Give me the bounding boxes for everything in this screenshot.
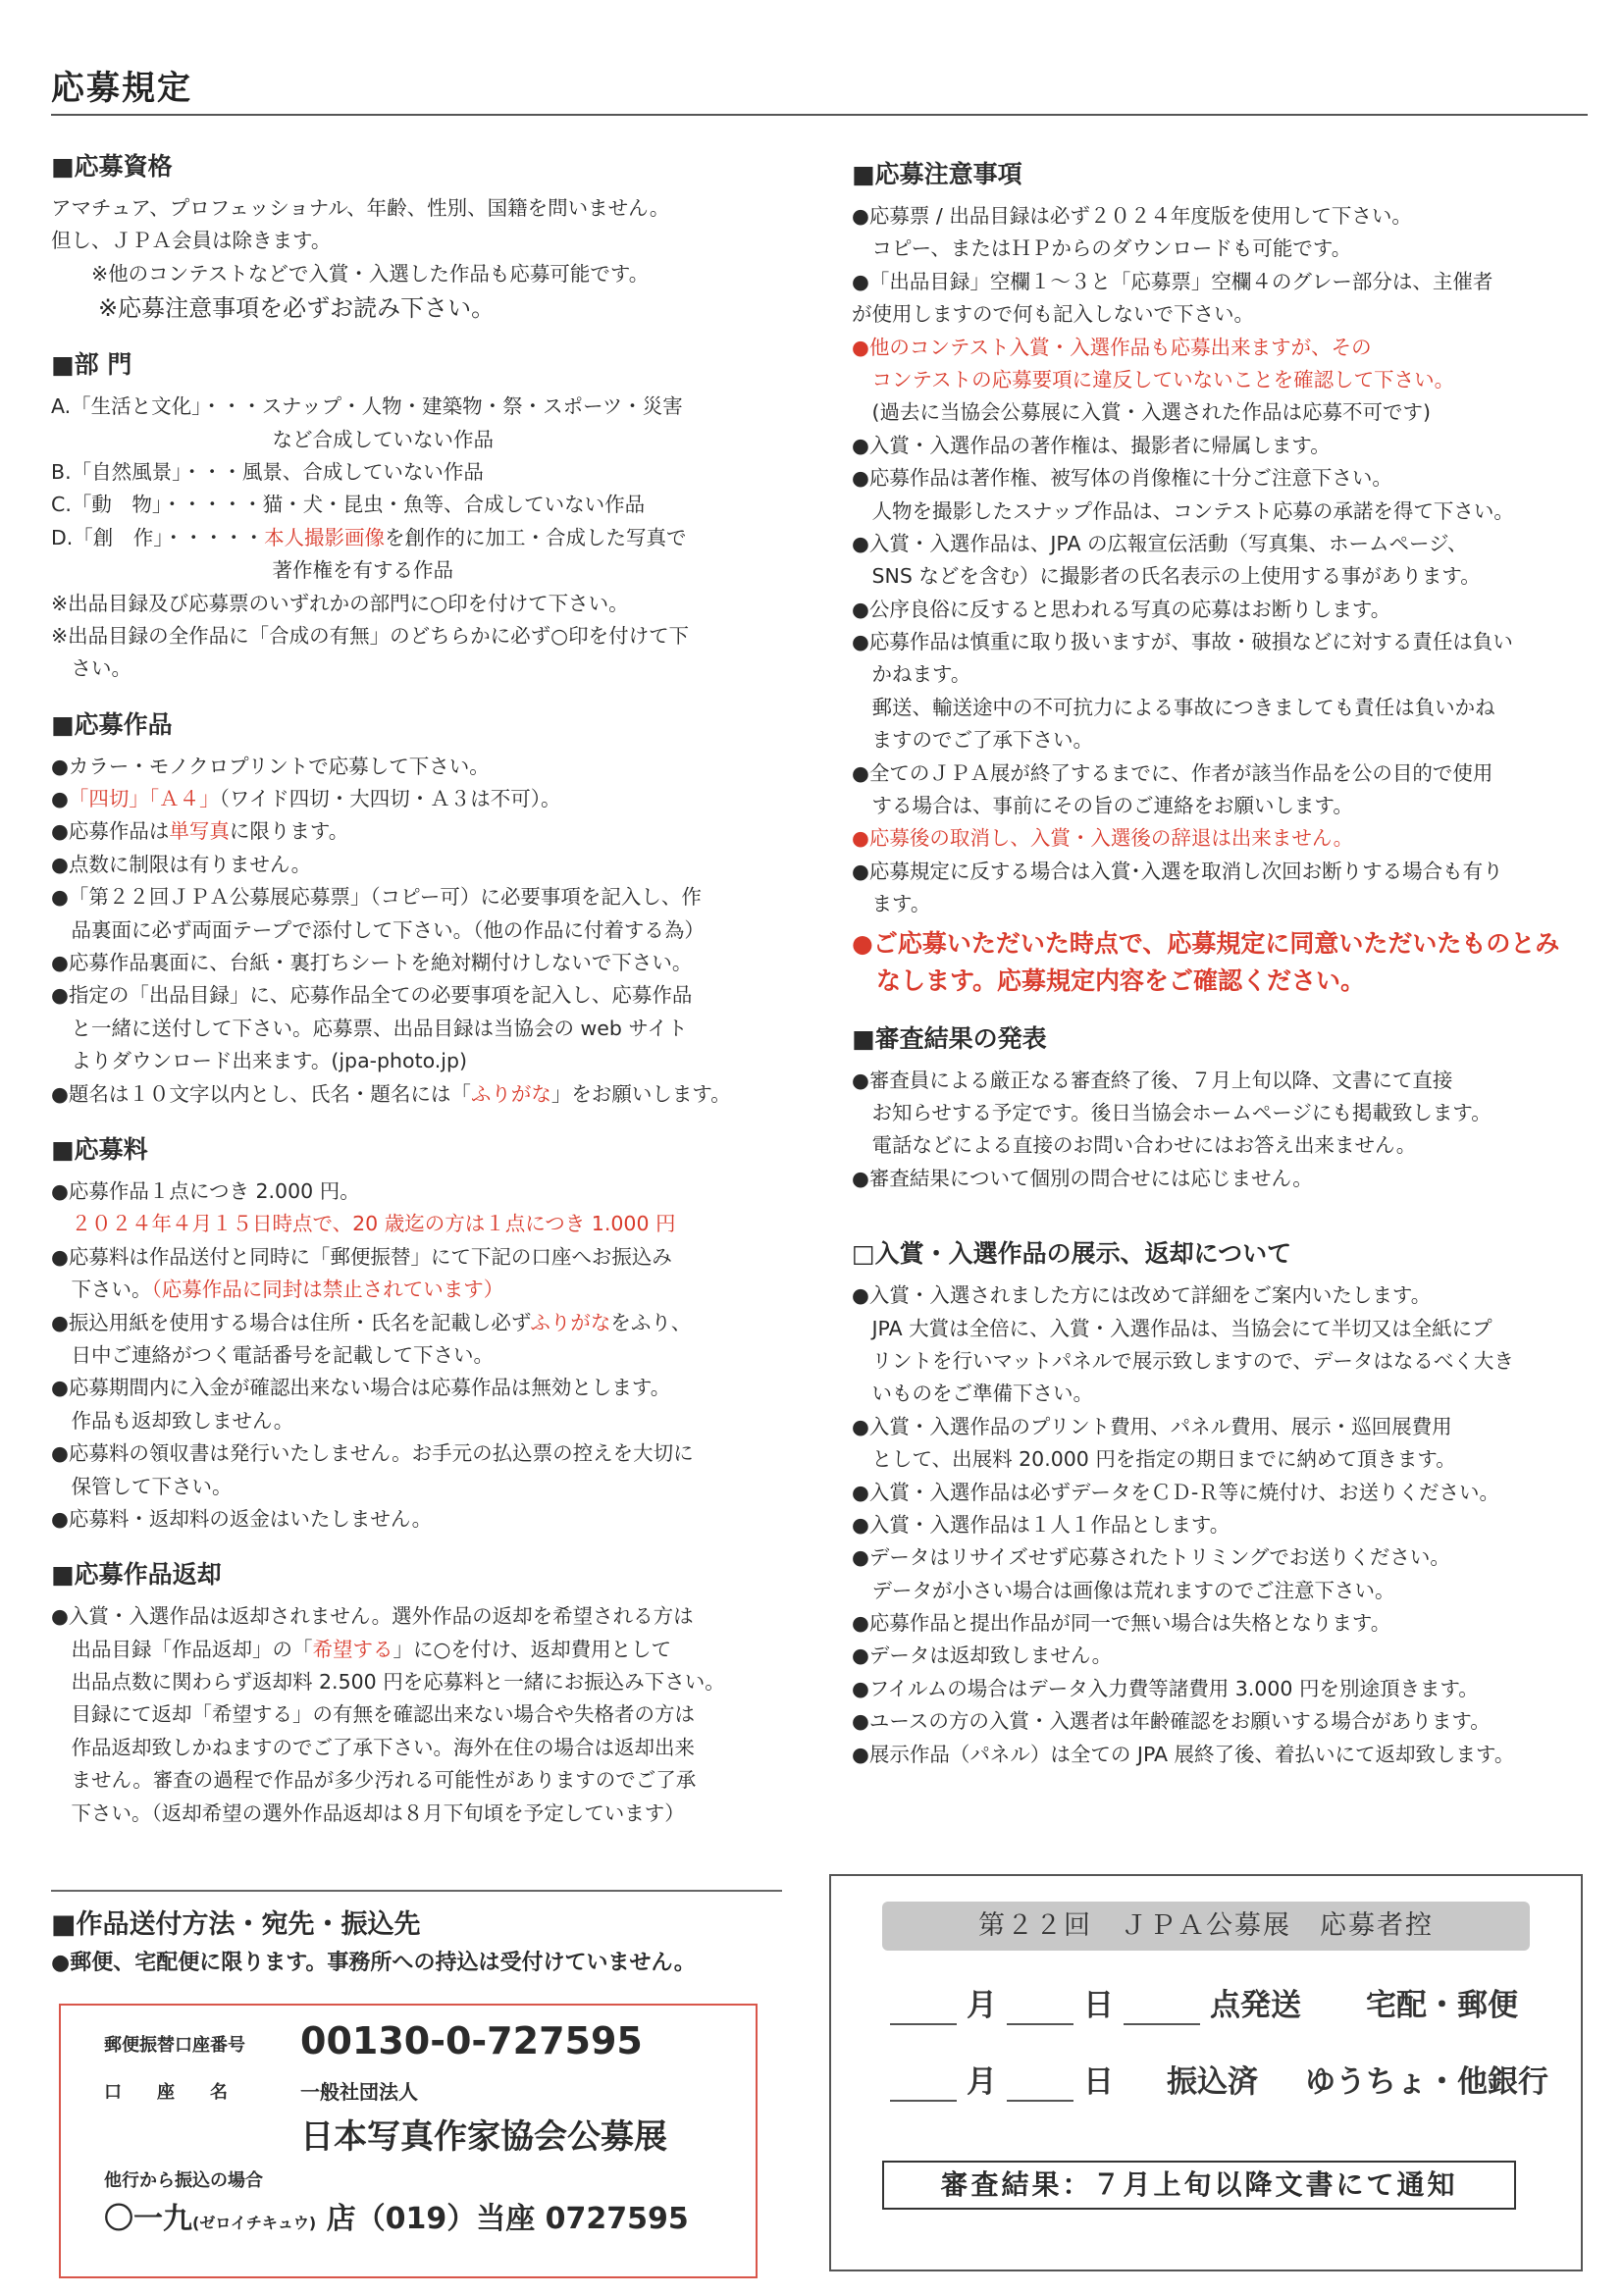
category-line: 著作権を有する作品 (51, 558, 453, 583)
category-line: B.「自然風景」・・・風景、合成していない作品 (51, 459, 484, 484)
notes-line: が使用しますので何も記入しないで下さい。 (852, 302, 1254, 327)
works-line: よりダウンロード出来ます。(jpa-photo.jp) (51, 1049, 468, 1073)
payment-info-box (59, 2004, 758, 2278)
notes-line: ●全てのＪＰＡ展が終了するまでに、作者が該当作品を公の目的で使用 (852, 760, 1493, 785)
works-line: ●カラー・モノクロプリントで応募して下さい。 (51, 754, 490, 778)
category-line-d (51, 522, 782, 554)
account-number-label: 郵便振替口座番号 (104, 2035, 245, 2056)
notes-cancel-line: ●応募後の取消し、入賞・入選後の辞退は出来ません。 (852, 826, 1354, 851)
works-heading: ■応募作品 (51, 709, 173, 739)
result-notice: 審査結果：７月上旬以降文書にて通知 (882, 2161, 1516, 2210)
month-blank[interactable] (890, 1996, 957, 2025)
return-line-hope (51, 1634, 782, 1666)
sending-note: ●郵便、宅配便に限ります。事務所への持込は受付けていません。 (51, 1951, 696, 1975)
exhibit-line: ●ユースの方の入賞・入選者は年齢確認をお願いする場合があります。 (852, 1709, 1491, 1734)
day-blank[interactable] (1007, 2072, 1073, 2102)
notes-line: ますのでご了承下さい。 (852, 728, 1093, 753)
notes-agree-line: ●ご応募いただいた時点で、応募規定に同意いただいたものとみ (852, 928, 1560, 958)
eligibility-line: ※応募注意事項を必ずお読み下さい。 (51, 294, 496, 323)
fee-furigana-prefix: ●振込用紙を使用する場合は住所・氏名を記載し必ず (51, 1310, 531, 1334)
works-single-suffix: に限ります。 (229, 819, 349, 844)
exhibit-line: ●データはリサイズせず応募されたトリミングでお送りください。 (852, 1545, 1450, 1570)
return-heading: ■応募作品返却 (51, 1560, 222, 1590)
other-bank-kana: (ゼロイチキュウ) (192, 2214, 317, 2232)
account-name-row (104, 2074, 756, 2110)
delivery-method-label: 宅配・郵便 (1366, 1988, 1518, 2023)
fee-line: 保管して下さい。 (51, 1474, 233, 1498)
fee-section (51, 1130, 782, 1536)
exhibit-line: JPA 大賞は全倍に、入賞・入選作品は、当協会にて半切又は全紙にプ (852, 1316, 1492, 1340)
return-line: ●入賞・入選作品は返却されません。選外作品の返却を希望される方は (51, 1604, 694, 1629)
month-blank[interactable] (890, 2072, 957, 2102)
notes-section (852, 155, 1590, 1000)
fee-warning-highlight: （応募作品に同封は禁止されています） (151, 1278, 504, 1302)
works-line: と一緒に送付して下さい。応募票、出品目録は当協会の web サイト (51, 1016, 688, 1040)
works-line-title (51, 1078, 782, 1111)
results-section (852, 1019, 1590, 1196)
other-bank-branch: 〇一九 (104, 2202, 192, 2236)
exhibit-line: として、出展料 20.000 円を指定の期日までに納めて頂きます。 (852, 1447, 1456, 1472)
return-section (51, 1555, 782, 1830)
paid-label: 振込済 (1167, 2064, 1258, 2100)
fee-line: ●応募料の領収書は発行いたしません。お手元の払込票の控えを大切に (51, 1441, 694, 1466)
notes-warning-line: コンテストの応募要項に違反していないことを確認して下さい。 (852, 367, 1455, 391)
category-line: ※出品目録の全作品に「合成の有無」のどちらかに必ず○印を付けて下 (51, 623, 690, 648)
notes-line: (過去に当協会公募展に入賞・入選された作品は応募不可です) (852, 400, 1431, 425)
eligibility-line: 但し、ＪＰＡ会員は除きます。 (51, 229, 332, 253)
fee-line: ●応募料・返却料の返金はいたしません。 (51, 1506, 433, 1531)
account-number-value: 00130-0-727595 (300, 2019, 643, 2062)
notes-line: かねます。 (852, 662, 971, 687)
notes-heading: ■応募注意事項 (852, 160, 1022, 188)
account-name-row2 (104, 2110, 756, 2161)
category-line: A.「生活と文化」・・・スナップ・人物・建築物・祭・スポーツ・災害 (51, 394, 683, 419)
category-line: さい。 (51, 656, 131, 681)
applicant-stub-title: 第２２回 ＪＰＡ公募展 応募者控 (882, 1902, 1530, 1951)
category-d-prefix: D.「創 作」・・・・・ (51, 525, 265, 549)
works-line-single (51, 815, 782, 848)
left-section-divider (51, 1890, 782, 1892)
month-label: 月 (967, 2064, 997, 2100)
account-name-line2: 日本写真作家協会公募展 (300, 2117, 667, 2157)
month-label: 月 (967, 1988, 997, 2023)
right-column (852, 155, 1590, 1791)
categories-heading: ■部 門 (51, 350, 132, 380)
exhibit-line: ●フイルムの場合はデータ入力費等諸費用 3.000 円を別途頂きます。 (852, 1676, 1479, 1700)
fee-line: ●応募作品１点につき 2.000 円。 (51, 1178, 360, 1203)
results-line: ●審査員による厳正なる審査終了後、７月上旬以降、文書にて直接 (852, 1068, 1453, 1092)
fee-line: ●応募料は作品送付と同時に「郵便振替」にて下記の口座へお振込み (51, 1244, 672, 1269)
works-line: ●点数に制限は有りません。 (51, 852, 312, 876)
categories-section (51, 345, 782, 686)
fee-youth-line: ２０２４年４月１５日時点で、20 歳迄の方は１点につき 1.000 円 (51, 1212, 676, 1236)
works-title-suffix: 」をお願いします。 (550, 1081, 731, 1106)
notes-line: 郵送、輸送途中の不可抗力による事故につきましても責任は負いかね (852, 695, 1495, 719)
category-d-highlight: 本人撮影画像 (264, 525, 386, 549)
notes-line: コピー、またはＨＰからのダウンロードも可能です。 (852, 236, 1352, 261)
works-single-prefix: ●応募作品は (51, 819, 170, 844)
bank-label: ゆうちょ・他銀行 (1305, 2064, 1548, 2100)
return-line: ません。審査の過程で作品が多少汚れる可能性がありますのでご了承 (51, 1768, 697, 1793)
works-section (51, 705, 782, 1111)
day-blank[interactable] (1007, 1996, 1073, 2025)
exhibit-line: データが小さい場合は画像は荒れますのでご注意下さい。 (852, 1578, 1395, 1602)
works-size-highlight: 「四切」「Ａ４」 (68, 787, 220, 811)
applicant-shipping-row (880, 1986, 1518, 2025)
eligibility-heading: ■応募資格 (51, 152, 173, 181)
eligibility-section (51, 147, 782, 326)
return-hope-prefix: 出品目録「作品返却」の「 (51, 1637, 313, 1661)
exhibit-line: いものをご準備下さい。 (852, 1382, 1093, 1406)
exhibit-line: ●展示作品（パネル）は全ての JPA 展終了後、着払いにて返却致します。 (852, 1742, 1515, 1766)
account-number-row (104, 2019, 756, 2074)
return-line: 出品点数に関わらず返却料 2.500 円を応募料と一緒にお振込み下さい。 (51, 1670, 725, 1695)
notes-line: ●「出品目録」空欄１～３と「応募票」空欄４のグレー部分は、主催者 (852, 269, 1493, 293)
return-hope-highlight: 希望する (312, 1637, 393, 1661)
other-bank-rest: 店（019）当座 0727595 (326, 2202, 689, 2236)
works-size-note: （ワイド四切・大四切・Ａ３は不可）。 (219, 787, 561, 811)
works-line: 品裏面に必ず両面テープで添付して下さい。（他の作品に付着する為） (51, 917, 705, 942)
other-bank-label: 他行から振込の場合 (104, 2170, 263, 2191)
notes-line: ●応募作品は慎重に取り扱いますが、事故・破損などに対する責任は負い (852, 630, 1513, 654)
fee-line-furigana (51, 1307, 782, 1339)
fee-line: 作品も返却致しません。 (51, 1408, 294, 1433)
exhibit-line: リントを行いマットパネルで展示致しますので、データはなるべく大き (852, 1348, 1514, 1373)
fee-furigana-highlight: ふりがな (530, 1310, 611, 1334)
return-line: 作品返却致しかねますのでご了承下さい。海外在住の場合は返却出来 (51, 1735, 695, 1759)
fee-line-warning (51, 1274, 782, 1306)
fee-line: 日中ご連絡がつく電話番号を記載して下さい。 (51, 1342, 494, 1367)
applicant-payment-row (880, 2062, 1548, 2102)
exhibit-line: ●入賞・入選作品のプリント費用、パネル費用、展示・巡回展費用 (852, 1414, 1452, 1438)
notes-line: する場合は、事前にその旨のご連絡をお願いします。 (852, 794, 1353, 818)
account-name-line1: 一般社団法人 (300, 2080, 418, 2104)
return-hope-suffix: 」に○を付け、返却費用として (393, 1637, 672, 1661)
notes-line: SNS などを含む）に撮影者の氏名表示の上使用する事があります。 (852, 564, 1481, 589)
fee-line: ●応募期間内に入金が確認出来ない場合は応募作品は無効とします。 (51, 1376, 671, 1400)
day-label: 日 (1083, 2064, 1114, 2100)
exhibit-line: ●応募作品と提出作品が同一で無い場合は失格となります。 (852, 1611, 1391, 1636)
notes-line: ●応募規定に反する場合は入賞･入選を取消し次回お断りする場合も有り (852, 859, 1503, 883)
notes-warning-line: ●他のコンテスト入賞・入選作品も応募出来ますが、その (852, 335, 1372, 359)
points-blank[interactable] (1124, 1996, 1200, 2025)
works-single-highlight: 単写真 (169, 819, 230, 844)
works-title-prefix: ●題名は１０文字以内とし、氏名・題名には「 (51, 1081, 471, 1106)
eligibility-line: ※他のコンテストなどで入賞・入選した作品も応募可能です。 (51, 261, 650, 286)
notes-agree-line: なします。応募規定内容をご確認ください。 (852, 965, 1366, 995)
category-line: など合成していない作品 (51, 427, 494, 451)
notes-line: 人物を撮影したスナップ作品は、コンテスト応募の承諾を得て下さい。 (852, 498, 1514, 523)
exhibit-line: ●入賞・入選されました方には改めて詳細をご案内いたします。 (852, 1283, 1432, 1308)
eligibility-line: アマチュア、プロフェッショナル、年齢、性別、国籍を問いません。 (51, 196, 670, 220)
results-line: 電話などによる直接のお問い合わせにはお答え出来ません。 (852, 1133, 1417, 1158)
notes-line: ●応募票 / 出品目録は必ず２０２４年度版を使用して下さい。 (852, 204, 1412, 228)
category-d-suffix: を創作的に加工・合成した写真で (385, 525, 687, 549)
works-line: ●応募作品裏面に、台紙・裏打ちシートを絶対糊付けしないで下さい。 (51, 951, 693, 975)
results-line: お知らせする予定です。後日当協会ホームページにも掲載致します。 (852, 1100, 1492, 1124)
category-line: C.「動 物」・・・・・猫・犬・昆虫・魚等、合成していない作品 (51, 493, 646, 517)
exhibit-line: ●データは返却致しません。 (852, 1644, 1113, 1668)
results-heading: ■審査結果の発表 (852, 1023, 1047, 1053)
notes-line: ます。 (852, 892, 931, 916)
title-divider (51, 114, 1588, 116)
exhibit-heading: □入賞・入選作品の展示、返却について (852, 1239, 1292, 1269)
exhibit-line: ●入賞・入選作品は１人１作品とします。 (852, 1512, 1230, 1537)
works-line-size: ●「四切」「Ａ４」（ワイド四切・大四切・Ａ３は不可）。 (51, 787, 561, 811)
exhibit-line: ●入賞・入選作品は必ずデータをＣＤ-Ｒ等に焼付け、お送りください。 (852, 1480, 1499, 1504)
works-line: ●「第２２回ＪＰＡ公募展応募票」（コピー可）に必要事項を記入し、作 (51, 885, 702, 910)
return-line: 下さい。（返却希望の選外作品返却は８月下旬頃を予定しています） (51, 1800, 685, 1825)
sending-heading: ■作品送付方法・宛先・振込先 (51, 1909, 421, 1940)
fee-warning-prefix: 下さい。 (51, 1278, 152, 1302)
works-title-highlight: ふりがな (470, 1081, 551, 1106)
category-line: ※出品目録及び応募票のいずれかの部門に○印を付けて下さい。 (51, 591, 629, 615)
applicant-stub (829, 1874, 1583, 2271)
notes-line: ●入賞・入選作品の著作権は、撮影者に帰属します。 (852, 433, 1331, 457)
notes-line: ●応募作品は著作権、被写体の肖像権に十分ご注意下さい。 (852, 466, 1392, 491)
sending-section (51, 1904, 782, 1996)
exhibit-section (852, 1234, 1590, 1771)
works-line: ●指定の「出品目録」に、応募作品全ての必要事項を記入し、応募作品 (51, 983, 693, 1008)
fee-heading: ■応募料 (51, 1134, 148, 1164)
notes-line: ●入賞・入選作品は、JPA の広報宣伝活動（写真集、ホームページ、 (852, 531, 1468, 555)
account-name-label: 口 座 名 (104, 2082, 228, 2103)
results-line: ●審査結果について個別の問合せには応じません。 (852, 1166, 1313, 1190)
fee-furigana-suffix: をふり、 (610, 1310, 692, 1334)
return-line: 目録にて返却「希望する」の有無を確認出来ない場合や失格者の方は (51, 1702, 695, 1727)
other-bank-row (104, 2161, 756, 2194)
left-column (51, 147, 782, 1850)
other-bank-detail (104, 2194, 756, 2243)
notes-line: ●公序良俗に反すると思われる写真の応募はお断りします。 (852, 597, 1391, 621)
points-sent-label: 点発送 (1210, 1988, 1301, 2023)
day-label: 日 (1083, 1988, 1114, 2023)
page-title: 応募規定 (51, 69, 192, 108)
